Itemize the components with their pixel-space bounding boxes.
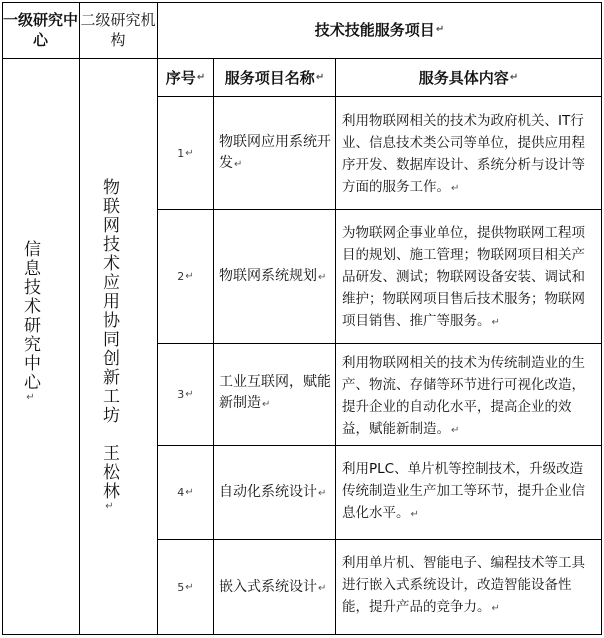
table-border-bottom [2, 634, 602, 635]
service-content: 利用物联网相关的技术为政府机关、IT行业、信息技术类公司等单位，提供应用程序开发、数据库设计、系统分析与设计等方面的服务工作。↵ [342, 113, 585, 195]
level1-center-name: 信息技术研究中心↵ [20, 240, 40, 405]
service-name: 嵌入式系统设计↵ [219, 579, 327, 595]
header-service-projects: 技术技能服务项目 ↵ [314, 21, 445, 39]
header-col-name: 服务项目名称 ↵ [224, 69, 325, 87]
row-divider [157, 343, 602, 344]
row-number: 3 ↵ [177, 388, 194, 401]
service-name: 物联网系统规划↵ [219, 268, 327, 284]
column-divider [213, 58, 214, 635]
service-content: 利用PLC、单片机等控制技术，升级改造传统制造业生产加工等环节，提升企业信息化水平。↵ [342, 461, 585, 521]
subheader-divider [157, 96, 602, 97]
table-border-right [601, 2, 602, 635]
row-divider [157, 209, 602, 210]
service-content: 为物联网企事业单位，提供物联网工程项目的规划、施工管理；物联网项目相关产品研发、测试；物联网设备安装、调试和维护；物联网项目售后技术服务；物联网项目销售、推广等服务。↵ [342, 225, 585, 329]
row-number: 1 ↵ [177, 146, 194, 160]
column-divider [335, 58, 336, 635]
level2-institution-name: 物联网技术应用协同创新工坊 王松林↵ [99, 178, 119, 514]
row-divider [157, 539, 602, 540]
row-number: 4 ↵ [177, 486, 194, 499]
column-divider [79, 2, 80, 635]
header-col-content: 服务具体内容 ↵ [418, 69, 519, 87]
service-name: 自动化系统设计↵ [219, 484, 327, 500]
row-number: 5 ↵ [177, 580, 194, 594]
service-name: 物联网应用系统开发↵ [219, 134, 331, 171]
header-divider [2, 58, 602, 59]
service-content: 利用物联网相关的技术为传统制造业的生产、物流、存储等环节进行可视化改造，提升企业的自动化水平，提高企业的效益，赋能新制造。↵ [342, 355, 585, 437]
service-name: 工业互联网，赋能新制造↵ [219, 374, 331, 411]
header-level2-institution: 二级研究机构 [80, 11, 156, 49]
table-border-left [2, 2, 3, 635]
row-number: 2 ↵ [177, 270, 194, 283]
header-level1-center: 一级研究中心 [3, 11, 79, 49]
service-content: 利用单片机、智能电子、编程技术等工具进行嵌入式系统设计，改造智能设备性能，提升产品的竞争力。↵ [342, 555, 585, 615]
row-divider [157, 445, 602, 446]
header-col-number: 序号 ↵ [165, 69, 206, 87]
lead-name: 王松林 [99, 444, 119, 501]
